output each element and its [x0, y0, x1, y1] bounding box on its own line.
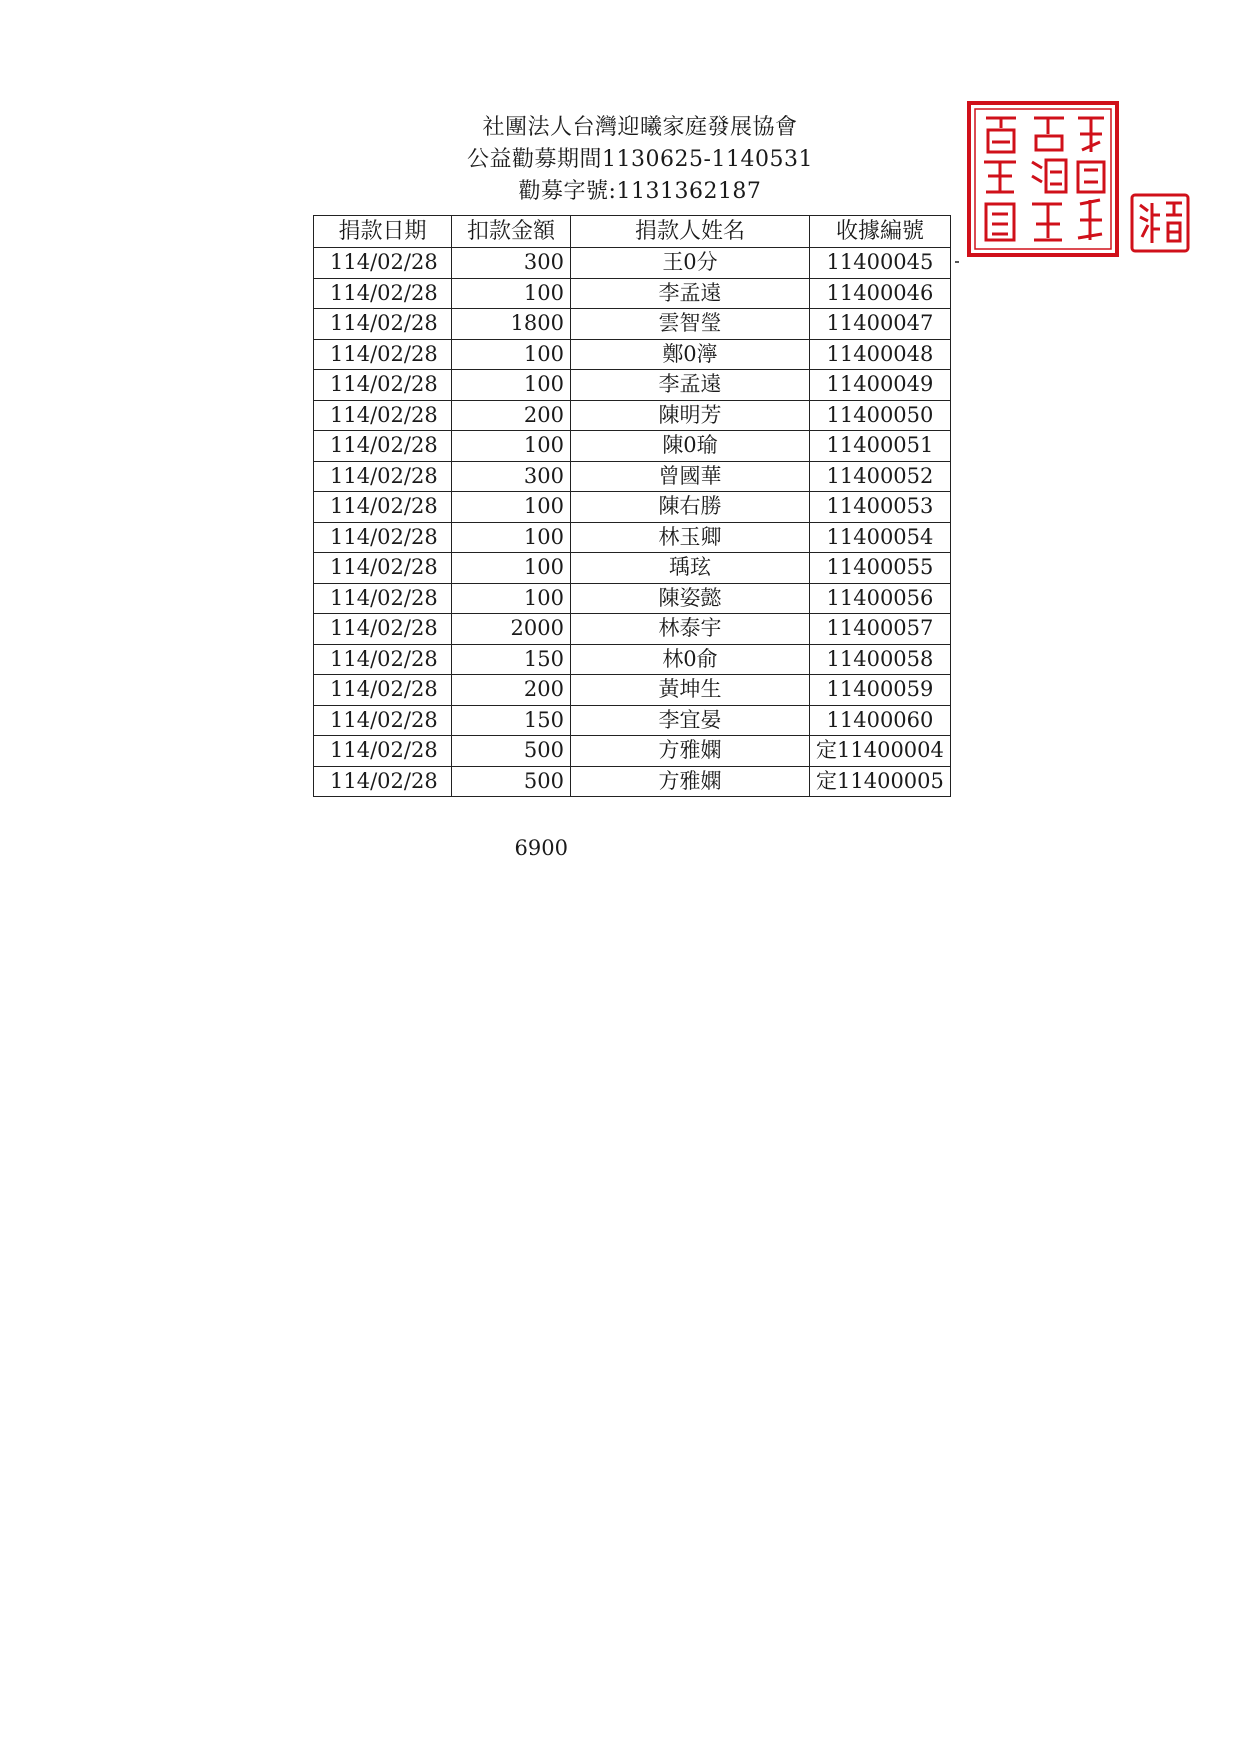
- table-row: [314, 553, 951, 584]
- donor-name-cell: 陳姿懿: [571, 583, 810, 614]
- table-row: [314, 248, 951, 279]
- donor-name-cell: 李宜晏: [571, 705, 810, 736]
- amount-cell: 100: [452, 431, 571, 462]
- receipt-number-cell: 11400058: [810, 644, 951, 675]
- receipt-number-cell: 11400048: [810, 339, 951, 370]
- amount-cell: 150: [452, 705, 571, 736]
- table-row: [314, 309, 951, 340]
- table-header-row: [314, 216, 951, 248]
- amount-cell: 200: [452, 675, 571, 706]
- donor-name-cell: 陳0瑜: [571, 431, 810, 462]
- amount-cell: 500: [452, 736, 571, 767]
- table-row: [314, 705, 951, 736]
- amount-cell: 300: [452, 461, 571, 492]
- receipt-number-cell: 11400059: [810, 675, 951, 706]
- amount-cell: 100: [452, 553, 571, 584]
- column-header-date: 捐款日期: [314, 216, 452, 248]
- receipt-number-cell: 11400046: [810, 278, 951, 309]
- donor-name-cell: 鄭0濘: [571, 339, 810, 370]
- receipt-number-cell: 11400052: [810, 461, 951, 492]
- table-row: [314, 766, 951, 797]
- amount-cell: 100: [452, 522, 571, 553]
- donation-date-cell: 114/02/28: [314, 309, 452, 340]
- donation-date-cell: 114/02/28: [314, 583, 452, 614]
- document-header: [430, 112, 850, 208]
- table-row: [314, 522, 951, 553]
- receipt-number-cell: 11400050: [810, 400, 951, 431]
- amount-cell: 200: [452, 400, 571, 431]
- donor-name-cell: 陳明芳: [571, 400, 810, 431]
- amount-cell: 100: [452, 370, 571, 401]
- table-row: [314, 675, 951, 706]
- table-row: [314, 614, 951, 645]
- receipt-number-cell: 11400055: [810, 553, 951, 584]
- amount-cell: 2000: [452, 614, 571, 645]
- donor-name-cell: 瑀玹: [571, 553, 810, 584]
- donation-date-cell: 114/02/28: [314, 522, 452, 553]
- donation-table: [313, 215, 951, 797]
- donation-date-cell: 114/02/28: [314, 736, 452, 767]
- amount-cell: 100: [452, 278, 571, 309]
- donor-name-cell: 曾國華: [571, 461, 810, 492]
- receipt-number-cell: 11400057: [810, 614, 951, 645]
- amount-cell: 100: [452, 492, 571, 523]
- receipt-number-cell: 定11400005: [810, 766, 951, 797]
- donor-name-cell: 黃坤生: [571, 675, 810, 706]
- donation-rows: [314, 248, 951, 797]
- amount-cell: 1800: [452, 309, 571, 340]
- receipt-number-cell: 11400051: [810, 431, 951, 462]
- association-seal-stamp: [966, 100, 1120, 258]
- organization-name: 社團法人台灣迎曦家庭發展協會: [482, 115, 798, 140]
- column-header-amount: 扣款金額: [452, 216, 571, 248]
- donation-date-cell: 114/02/28: [314, 461, 452, 492]
- scan-speck: [955, 261, 959, 263]
- donor-name-cell: 李孟遠: [571, 278, 810, 309]
- donor-name-cell: 林玉卿: [571, 522, 810, 553]
- receipt-number-cell: 11400060: [810, 705, 951, 736]
- fundraising-permit-number: 勸募字號:1131362187: [518, 179, 762, 204]
- table-row: [314, 492, 951, 523]
- donation-date-cell: 114/02/28: [314, 492, 452, 523]
- donation-date-cell: 114/02/28: [314, 553, 452, 584]
- donation-date-cell: 114/02/28: [314, 675, 452, 706]
- receipt-number-cell: 定11400004: [810, 736, 951, 767]
- donor-name-cell: 林0俞: [571, 644, 810, 675]
- table-row: [314, 400, 951, 431]
- receipt-number-cell: 11400045: [810, 248, 951, 279]
- personal-seal-stamp: [1130, 193, 1190, 253]
- donation-date-cell: 114/02/28: [314, 278, 452, 309]
- donation-date-cell: 114/02/28: [314, 248, 452, 279]
- donation-date-cell: 114/02/28: [314, 339, 452, 370]
- donation-date-cell: 114/02/28: [314, 705, 452, 736]
- table-row: [314, 339, 951, 370]
- table-row: [314, 644, 951, 675]
- fundraising-period: 公益勸募期間1130625-1140531: [467, 147, 813, 172]
- amount-cell: 100: [452, 339, 571, 370]
- donor-name-cell: 方雅嫻: [571, 736, 810, 767]
- column-header-receipt-number: 收據編號: [810, 216, 951, 248]
- receipt-number-cell: 11400047: [810, 309, 951, 340]
- receipt-number-cell: 11400049: [810, 370, 951, 401]
- table-row: [314, 583, 951, 614]
- amount-cell: 500: [452, 766, 571, 797]
- total-amount: 6900: [514, 836, 568, 860]
- donation-date-cell: 114/02/28: [314, 614, 452, 645]
- amount-cell: 300: [452, 248, 571, 279]
- table-row: [314, 431, 951, 462]
- donor-name-cell: 李孟遠: [571, 370, 810, 401]
- donor-name-cell: 方雅嫻: [571, 766, 810, 797]
- column-header-donor-name: 捐款人姓名: [571, 216, 810, 248]
- table-row: [314, 736, 951, 767]
- amount-cell: 150: [452, 644, 571, 675]
- donor-name-cell: 林泰宇: [571, 614, 810, 645]
- donor-name-cell: 王0分: [571, 248, 810, 279]
- donation-date-cell: 114/02/28: [314, 431, 452, 462]
- receipt-number-cell: 11400054: [810, 522, 951, 553]
- table-row: [314, 278, 951, 309]
- table-row: [314, 461, 951, 492]
- receipt-number-cell: 11400056: [810, 583, 951, 614]
- receipt-number-cell: 11400053: [810, 492, 951, 523]
- donor-name-cell: 陳右勝: [571, 492, 810, 523]
- donation-date-cell: 114/02/28: [314, 766, 452, 797]
- donation-date-cell: 114/02/28: [314, 370, 452, 401]
- donation-date-cell: 114/02/28: [314, 644, 452, 675]
- amount-cell: 100: [452, 583, 571, 614]
- donor-name-cell: 雲智瑩: [571, 309, 810, 340]
- donation-date-cell: 114/02/28: [314, 400, 452, 431]
- table-row: [314, 370, 951, 401]
